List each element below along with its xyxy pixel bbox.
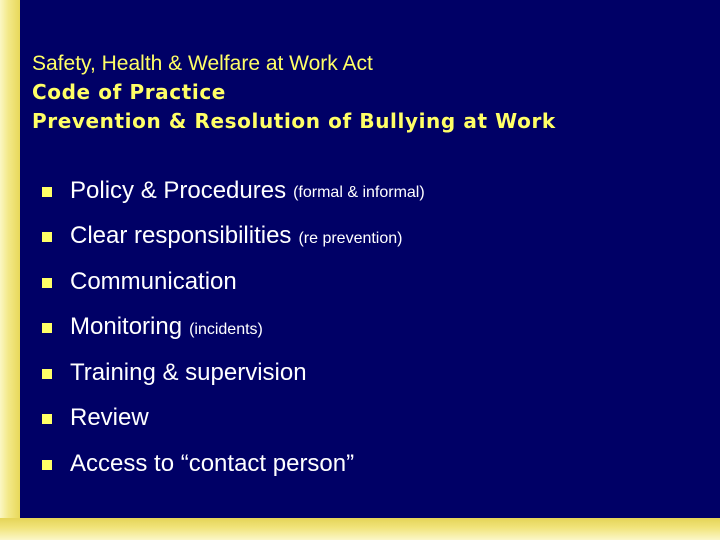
bullet-item-policy bbox=[42, 168, 425, 214]
slide-panel bbox=[20, 0, 720, 518]
bullet-text: Training & supervision bbox=[70, 358, 307, 386]
bullet-item-communication bbox=[42, 259, 425, 305]
bullet-item-training bbox=[42, 350, 425, 396]
bullet-item-monitoring bbox=[42, 305, 425, 351]
square-bullet-icon bbox=[42, 232, 52, 242]
bullet-text: Communication bbox=[70, 267, 237, 295]
bullet-text: Access to “contact person” bbox=[70, 449, 355, 477]
title-code-of-practice: Code of Practice bbox=[32, 80, 226, 104]
bullet-note: (incidents) bbox=[189, 320, 263, 338]
title-prevention-resolution: Prevention & Resolution of Bullying at Work bbox=[32, 109, 556, 133]
bullet-text: Policy & Procedures bbox=[70, 176, 287, 204]
bullet-list bbox=[42, 168, 425, 487]
bullet-note: (formal & informal) bbox=[293, 184, 425, 202]
bullet-item-contact-person bbox=[42, 441, 425, 487]
bullet-item-review bbox=[42, 396, 425, 442]
square-bullet-icon bbox=[42, 369, 52, 379]
bottom-border-decoration bbox=[0, 518, 720, 540]
square-bullet-icon bbox=[42, 323, 52, 333]
square-bullet-icon bbox=[42, 187, 52, 197]
bullet-note: (re prevention) bbox=[298, 229, 403, 247]
slide-title bbox=[32, 50, 556, 136]
bullet-text: Monitoring bbox=[70, 313, 183, 341]
bullet-item-responsibilities bbox=[42, 214, 425, 260]
square-bullet-icon bbox=[42, 414, 52, 424]
title-act-name: Safety, Health & Welfare at Work Act bbox=[32, 52, 373, 75]
bullet-text: Review bbox=[70, 404, 149, 432]
left-border-decoration bbox=[0, 0, 20, 540]
square-bullet-icon bbox=[42, 278, 52, 288]
square-bullet-icon bbox=[42, 460, 52, 470]
bullet-text: Clear responsibilities bbox=[70, 222, 292, 250]
